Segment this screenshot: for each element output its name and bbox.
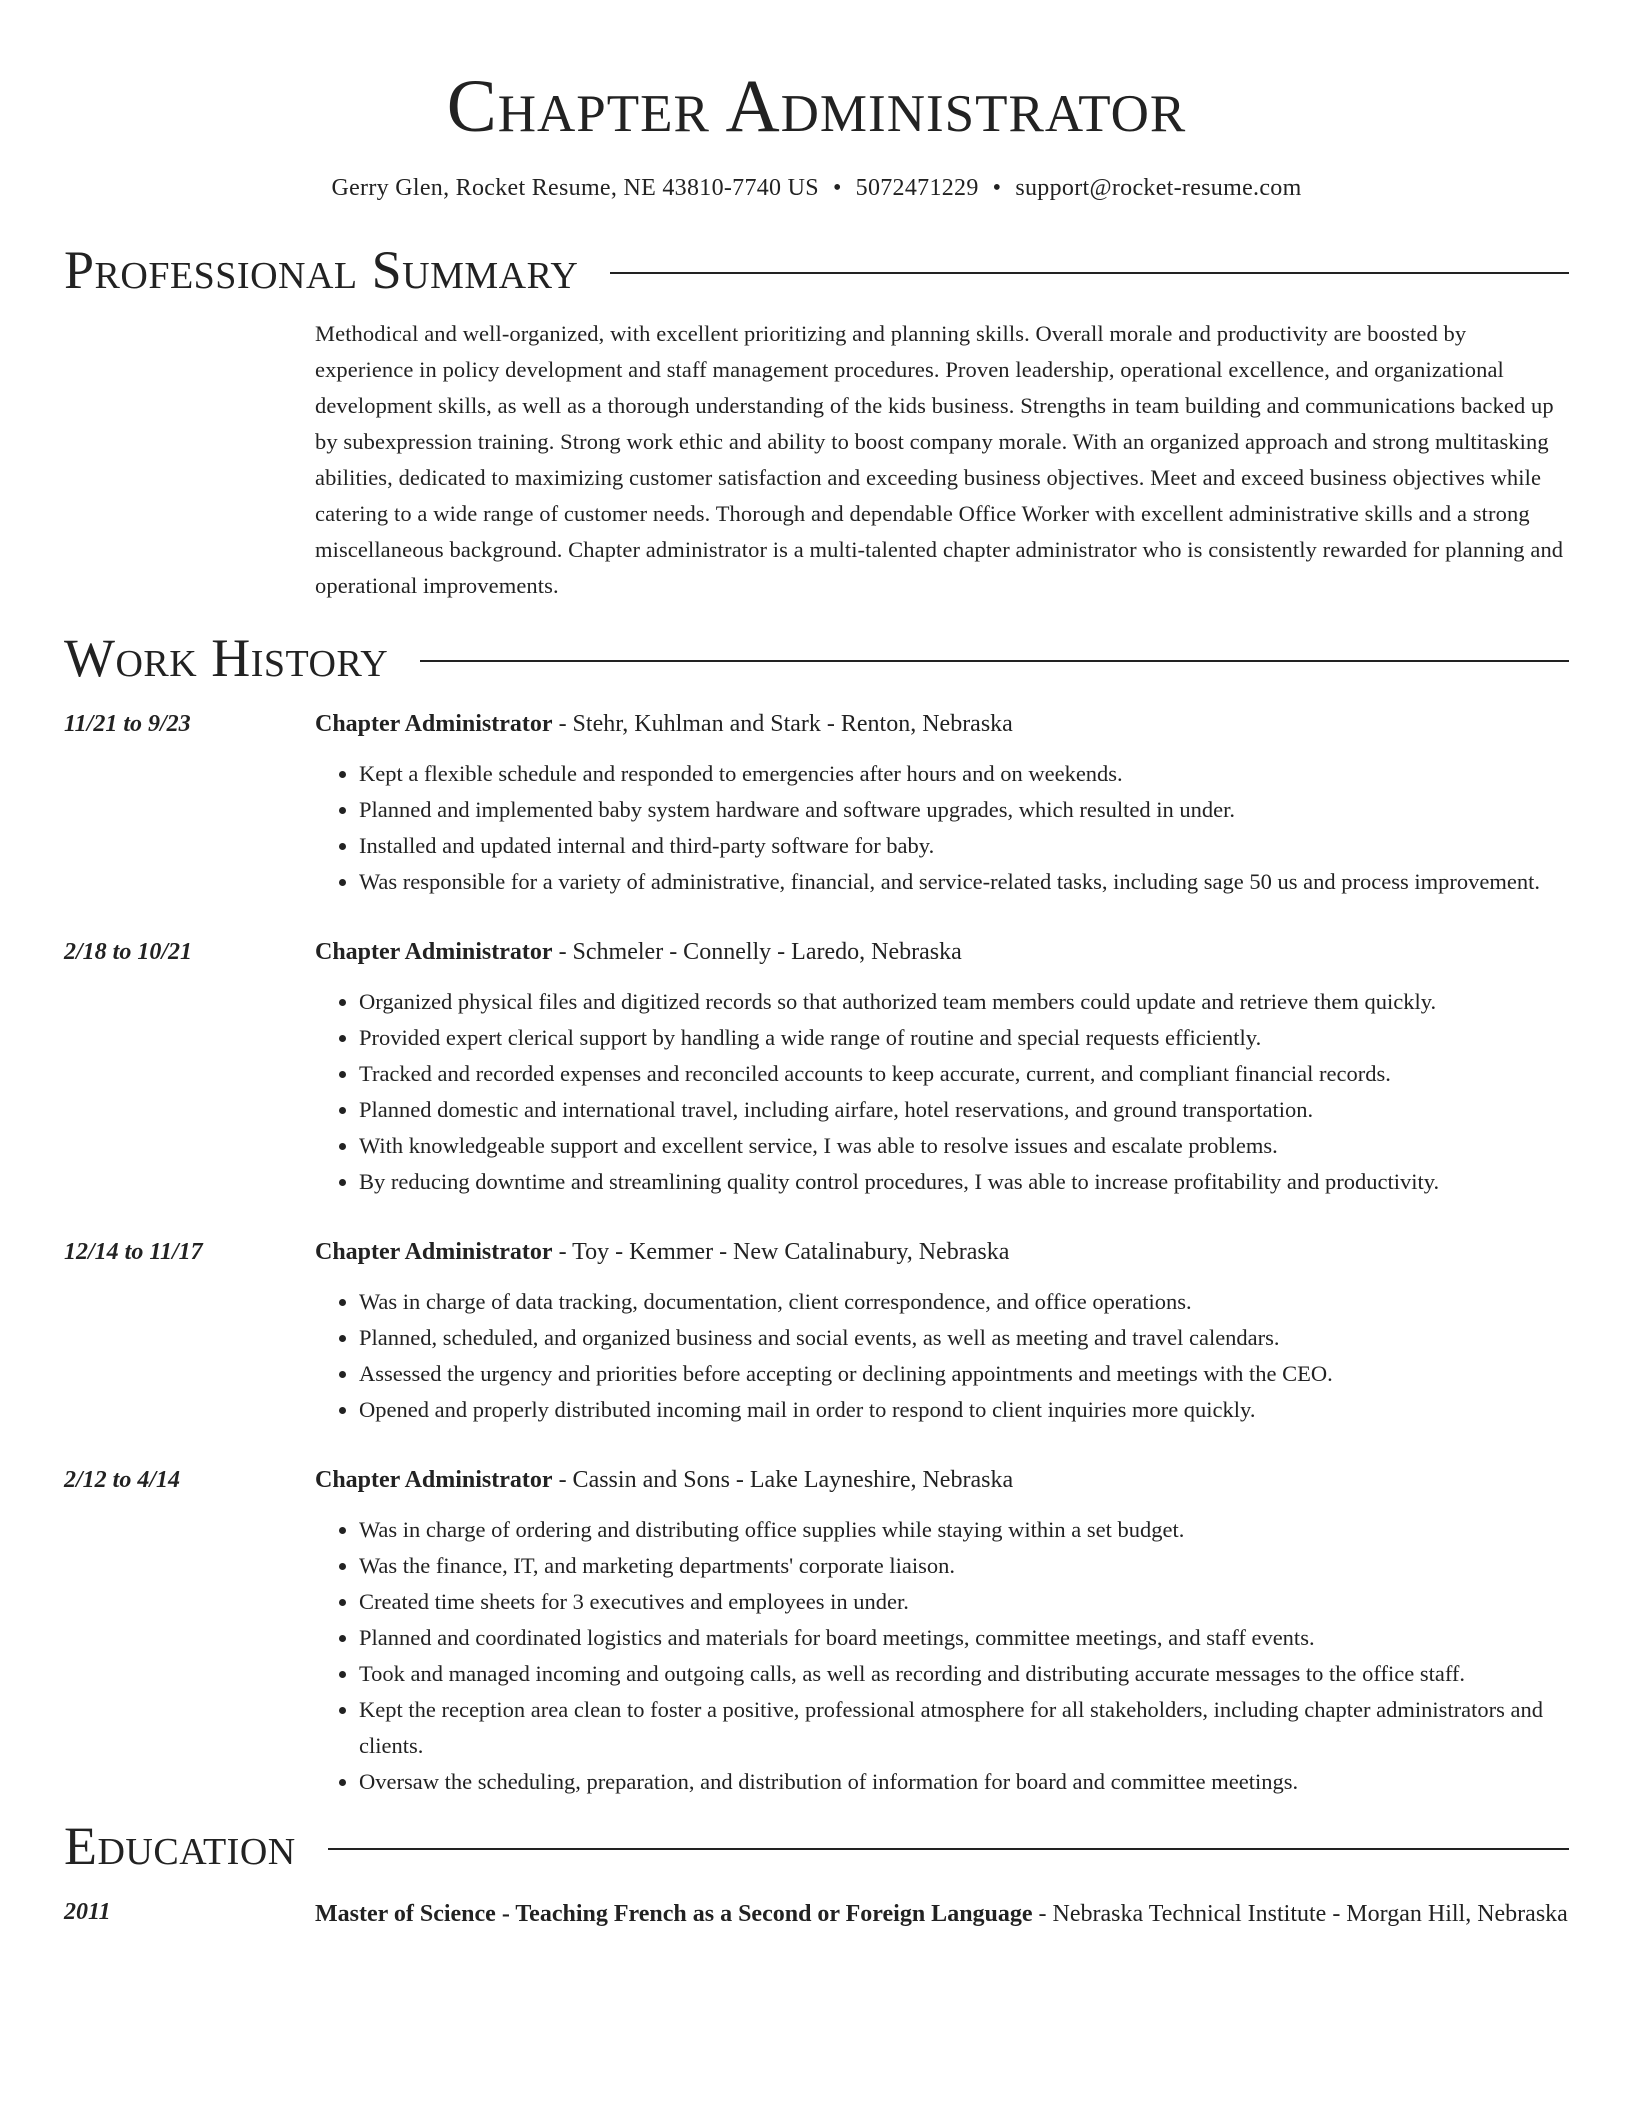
job-heading (315, 706, 1569, 742)
job-bullets (315, 1284, 1569, 1428)
section-divider (420, 660, 1569, 662)
summary-section-header (64, 238, 1569, 302)
list-item: • Was responsible for a variety of administrative, financial, and service-related tasks, including sage 50 us and process improvement. (359, 864, 1569, 900)
summary-text: Methodical and well-organized, with excellent prioritizing and planning skills. Overall morale and productivity are boosted by experience in policy development and staff management procedures. Proven leadership, operational excellence, and organizational development skills, as well as a thorough understanding of the kids business. Strengths in team building and communications backed up by subexpression training. Strong work ethic and ability to boost company morale. With an organized approach and strong multitasking abilities, dedicated to maximizing customer satisfaction and exceeding business objectives. Meet and exceed business objectives while catering to a wide range of customer needs. Thorough and dependable Office Worker with excellent administrative skills and a strong miscellaneous background. Chapter administrator is a multi-talented chapter administrator who is consistently rewarded for planning and operational improvements. (315, 321, 1564, 598)
job-title: Chapter Administrator (315, 1239, 553, 1265)
list-item: • Kept a flexible schedule and responded to emergencies after hours and on weekends. (359, 756, 1569, 792)
list-item: • Assessed the urgency and priorities before accepting or declining appointments and meetings with the CEO. (359, 1356, 1569, 1392)
section-divider (610, 272, 1569, 274)
list-item: • Provided expert clerical support by handling a wide range of routine and special requests efficiently. (359, 1020, 1569, 1056)
list-item: • Tracked and recorded expenses and reconciled accounts to keep accurate, current, and compliant financial records. (359, 1056, 1569, 1092)
work-heading: Work History (64, 628, 389, 688)
list-item: • Kept the reception area clean to foster a positive, professional atmosphere for all stakeholders, including chapter administrators and clients. (359, 1692, 1569, 1764)
education-degree: Master of Science - Teaching French as a Second or Foreign Language (315, 1901, 1033, 1927)
job-details: - Stehr, Kuhlman and Stark - Renton, Nebraska (552, 711, 1013, 737)
education-entry (64, 1894, 1569, 1934)
job-heading (315, 1234, 1569, 1270)
contact-separator: • (832, 175, 842, 201)
job-entry (64, 706, 1569, 900)
job-bullets (315, 756, 1569, 900)
list-item: • By reducing downtime and streamlining quality control procedures, I was able to increase profitability and productivity. (359, 1164, 1569, 1200)
list-item: • Organized physical files and digitized records so that authorized team members could update and retrieve them quickly. (359, 984, 1569, 1020)
job-body (315, 706, 1569, 900)
education-heading: Education (64, 1816, 296, 1876)
list-item: • Was the finance, IT, and marketing departments' corporate liaison. (359, 1548, 1569, 1584)
job-title: Chapter Administrator (315, 1467, 553, 1493)
job-heading (315, 1462, 1569, 1498)
contact-email: support@rocket-resume.com (1015, 175, 1302, 201)
job-bullets (315, 1512, 1569, 1800)
job-entry (64, 1234, 1569, 1428)
contact-line (64, 172, 1569, 204)
contact-separator: • (992, 175, 1002, 201)
job-dates: 12/14 to 11/17 (64, 1239, 203, 1265)
job-details: - Schmeler - Connelly - Laredo, Nebraska (552, 939, 962, 965)
list-item: • Planned and implemented baby system hardware and software upgrades, which resulted in under. (359, 792, 1569, 828)
job-details: - Toy - Kemmer - New Catalinabury, Nebraska (552, 1239, 1010, 1265)
job-body (315, 1234, 1569, 1428)
list-item: • With knowledgeable support and excellent service, I was able to resolve issues and escalate problems. (359, 1128, 1569, 1164)
job-dates: 2/12 to 4/14 (64, 1467, 181, 1493)
job-body (315, 1462, 1569, 1800)
section-divider (328, 1848, 1569, 1850)
list-item: • Opened and properly distributed incoming mail in order to respond to client inquiries more quickly. (359, 1392, 1569, 1428)
list-item: • Planned, scheduled, and organized business and social events, as well as meeting and travel calendars. (359, 1320, 1569, 1356)
list-item: • Took and managed incoming and outgoing calls, as well as recording and distributing accurate messages to the office staff. (359, 1656, 1569, 1692)
list-item: • Installed and updated internal and third-party software for baby. (359, 828, 1569, 864)
job-entry (64, 1462, 1569, 1800)
list-item: • Was in charge of data tracking, documentation, client correspondence, and office operations. (359, 1284, 1569, 1320)
job-bullets (315, 984, 1569, 1200)
job-details: - Cassin and Sons - Lake Layneshire, Nebraska (552, 1467, 1014, 1493)
job-heading (315, 934, 1569, 970)
job-body (315, 934, 1569, 1200)
page-title: Chapter Administrator (446, 65, 1187, 148)
list-item: • Planned domestic and international travel, including airfare, hotel reservations, and ground transportation. (359, 1092, 1569, 1128)
job-dates: 2/18 to 10/21 (64, 939, 193, 965)
job-title: Chapter Administrator (315, 711, 553, 737)
job-dates: 11/21 to 9/23 (64, 711, 191, 737)
contact-phone: 5072471229 (855, 175, 979, 201)
job-title: Chapter Administrator (315, 939, 553, 965)
education-section-header (64, 1814, 1569, 1878)
list-item: • Oversaw the scheduling, preparation, and distribution of information for board and committee meetings. (359, 1764, 1569, 1800)
contact-address: Gerry Glen, Rocket Resume, NE 43810-7740 US (331, 175, 819, 201)
work-section-header (64, 626, 1569, 690)
education-body (315, 1894, 1569, 1934)
education-details: - Nebraska Technical Institute - Morgan Hill, Nebraska (1032, 1901, 1568, 1927)
list-item: • Was in charge of ordering and distributing office supplies while staying within a set budget. (359, 1512, 1569, 1548)
job-entry (64, 934, 1569, 1200)
summary-heading: Professional Summary (64, 240, 579, 300)
list-item: • Planned and coordinated logistics and materials for board meetings, committee meetings, and staff events. (359, 1620, 1569, 1656)
resume-page (64, 0, 1569, 1934)
education-heading-line (315, 1894, 1569, 1934)
education-year: 2011 (64, 1899, 111, 1925)
list-item: • Created time sheets for 3 executives and employees in under. (359, 1584, 1569, 1620)
